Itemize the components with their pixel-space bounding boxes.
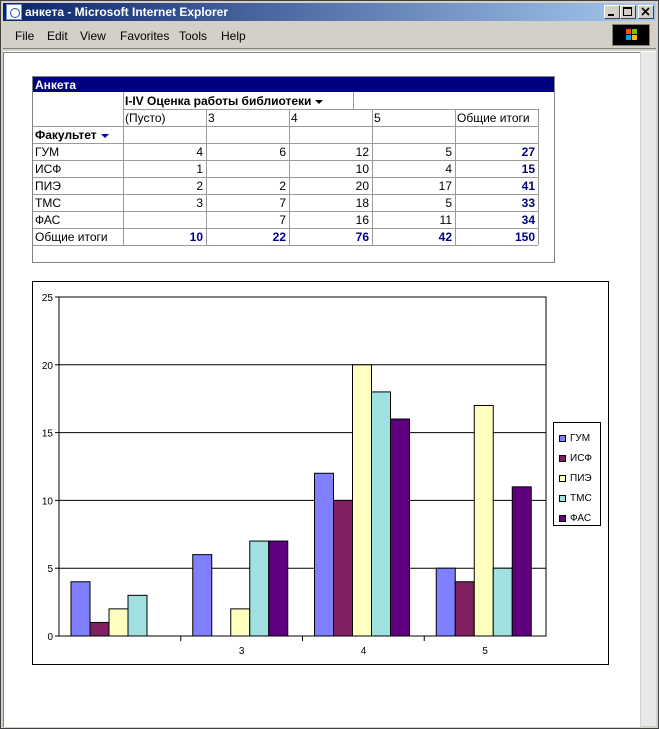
legend-label: ИСФ [570,453,593,464]
row-total: 33 [521,196,535,210]
table-cell: 7 [279,196,286,210]
pivot-table [32,76,555,263]
legend-swatch [559,435,566,442]
menu-view[interactable]: View [80,29,106,43]
pivot-title: Анкета [35,78,76,92]
bar [71,582,90,636]
bar [90,622,109,636]
maximize-icon [621,6,635,18]
vertical-scrollbar[interactable] [641,52,656,726]
close-button[interactable] [638,5,654,19]
bar [128,595,147,636]
legend-swatch [559,455,566,462]
minimize-icon [605,6,619,18]
legend-label: ТМС [570,493,592,504]
row-label: ПИЭ [35,179,61,193]
table-cell: 5 [445,196,452,210]
menu-edit[interactable]: Edit [47,29,68,43]
table-cell: 10 [355,162,369,176]
bar [315,473,334,636]
table-cell: 1 [196,162,203,176]
bar [353,365,372,636]
grand-total-label: Общие итоги [35,230,108,244]
column-total: 22 [272,230,286,244]
table-cell: 4 [445,162,452,176]
menu-bar [3,23,656,47]
table-cell: 20 [355,179,369,193]
x-tick-label: 5 [482,646,488,657]
bar [391,419,410,636]
column-total: 76 [355,230,369,244]
y-tick-label: 25 [41,293,53,304]
menu-file[interactable]: File [15,29,35,43]
row-label: ИСФ [35,162,62,176]
close-icon [639,6,653,18]
bar [250,541,269,636]
chart-plot [33,282,608,664]
table-cell: 16 [355,213,369,227]
col-header-5: 5 [374,111,381,125]
page-content [3,52,640,727]
col-header-total: Общие итоги [457,111,530,125]
legend-label: ГУМ [570,433,591,444]
row-total: 15 [521,162,535,176]
column-field-label: I-IV Оценка работы библиотеки [125,94,312,108]
bar [269,541,288,636]
row-field-label: Факультет [35,128,97,142]
menu-favorites[interactable]: Favorites [120,29,170,43]
ie-page-icon [6,4,22,20]
table-cell: 5 [445,145,452,159]
table-cell: 3 [196,196,203,210]
y-tick-label: 15 [41,428,53,440]
pivot-title-bar [33,77,554,92]
grand-total-value: 150 [514,230,535,244]
bar [455,582,474,636]
menu-help[interactable]: Help [221,29,246,43]
row-label: ГУМ [35,145,60,159]
table-cell: 7 [279,213,286,227]
column-total: 10 [189,230,203,244]
table-cell: 6 [279,145,286,159]
bar [493,568,512,636]
menu-tools[interactable]: Tools [179,29,208,43]
table-cell: 18 [355,196,369,210]
bar [109,609,128,636]
window-title: анкета - Microsoft Internet Explorer [25,5,229,19]
bar [512,487,531,636]
col-header-3: 3 [208,111,215,125]
chart-legend [553,422,601,526]
windows-logo-icon [612,24,650,46]
table-cell: 2 [196,179,203,193]
col-header-empty: (Пусто) [125,111,166,125]
x-tick-label: 3 [238,646,245,657]
table-cell: 4 [196,145,203,159]
bar [193,555,212,636]
y-tick-label: 5 [47,564,53,576]
row-label: ФАС [35,213,61,227]
y-tick-label: 20 [41,360,53,372]
maximize-button[interactable] [620,5,636,19]
row-total: 34 [521,213,535,227]
bar [372,392,391,636]
bar [334,500,353,636]
column-field-dropdown-icon[interactable] [315,100,323,104]
bar [231,609,250,636]
legend-label: ПИЭ [570,473,592,484]
bar [474,405,493,636]
col-header-4: 4 [291,111,298,125]
table-cell: 12 [355,145,369,159]
table-cell: 11 [439,213,452,227]
column-total: 42 [438,230,452,244]
row-field-button[interactable] [35,128,109,142]
row-field-dropdown-icon[interactable] [101,134,109,138]
table-cell: 2 [279,179,286,193]
bar [436,568,455,636]
x-tick-label: 4 [360,646,367,657]
legend-swatch [559,515,566,522]
legend-label: ФАС [570,513,592,524]
y-tick-label: 0 [47,632,53,643]
row-total: 27 [521,145,535,159]
minimize-button[interactable] [604,5,620,19]
legend-swatch [559,475,566,482]
table-cell: 17 [438,179,452,193]
title-bar[interactable] [3,3,656,21]
row-label: ТМС [35,196,61,210]
y-tick-label: 10 [41,496,53,508]
legend-swatch [559,495,566,502]
row-total: 41 [521,179,535,193]
column-field-button[interactable] [125,94,323,108]
bar-chart [32,281,609,665]
